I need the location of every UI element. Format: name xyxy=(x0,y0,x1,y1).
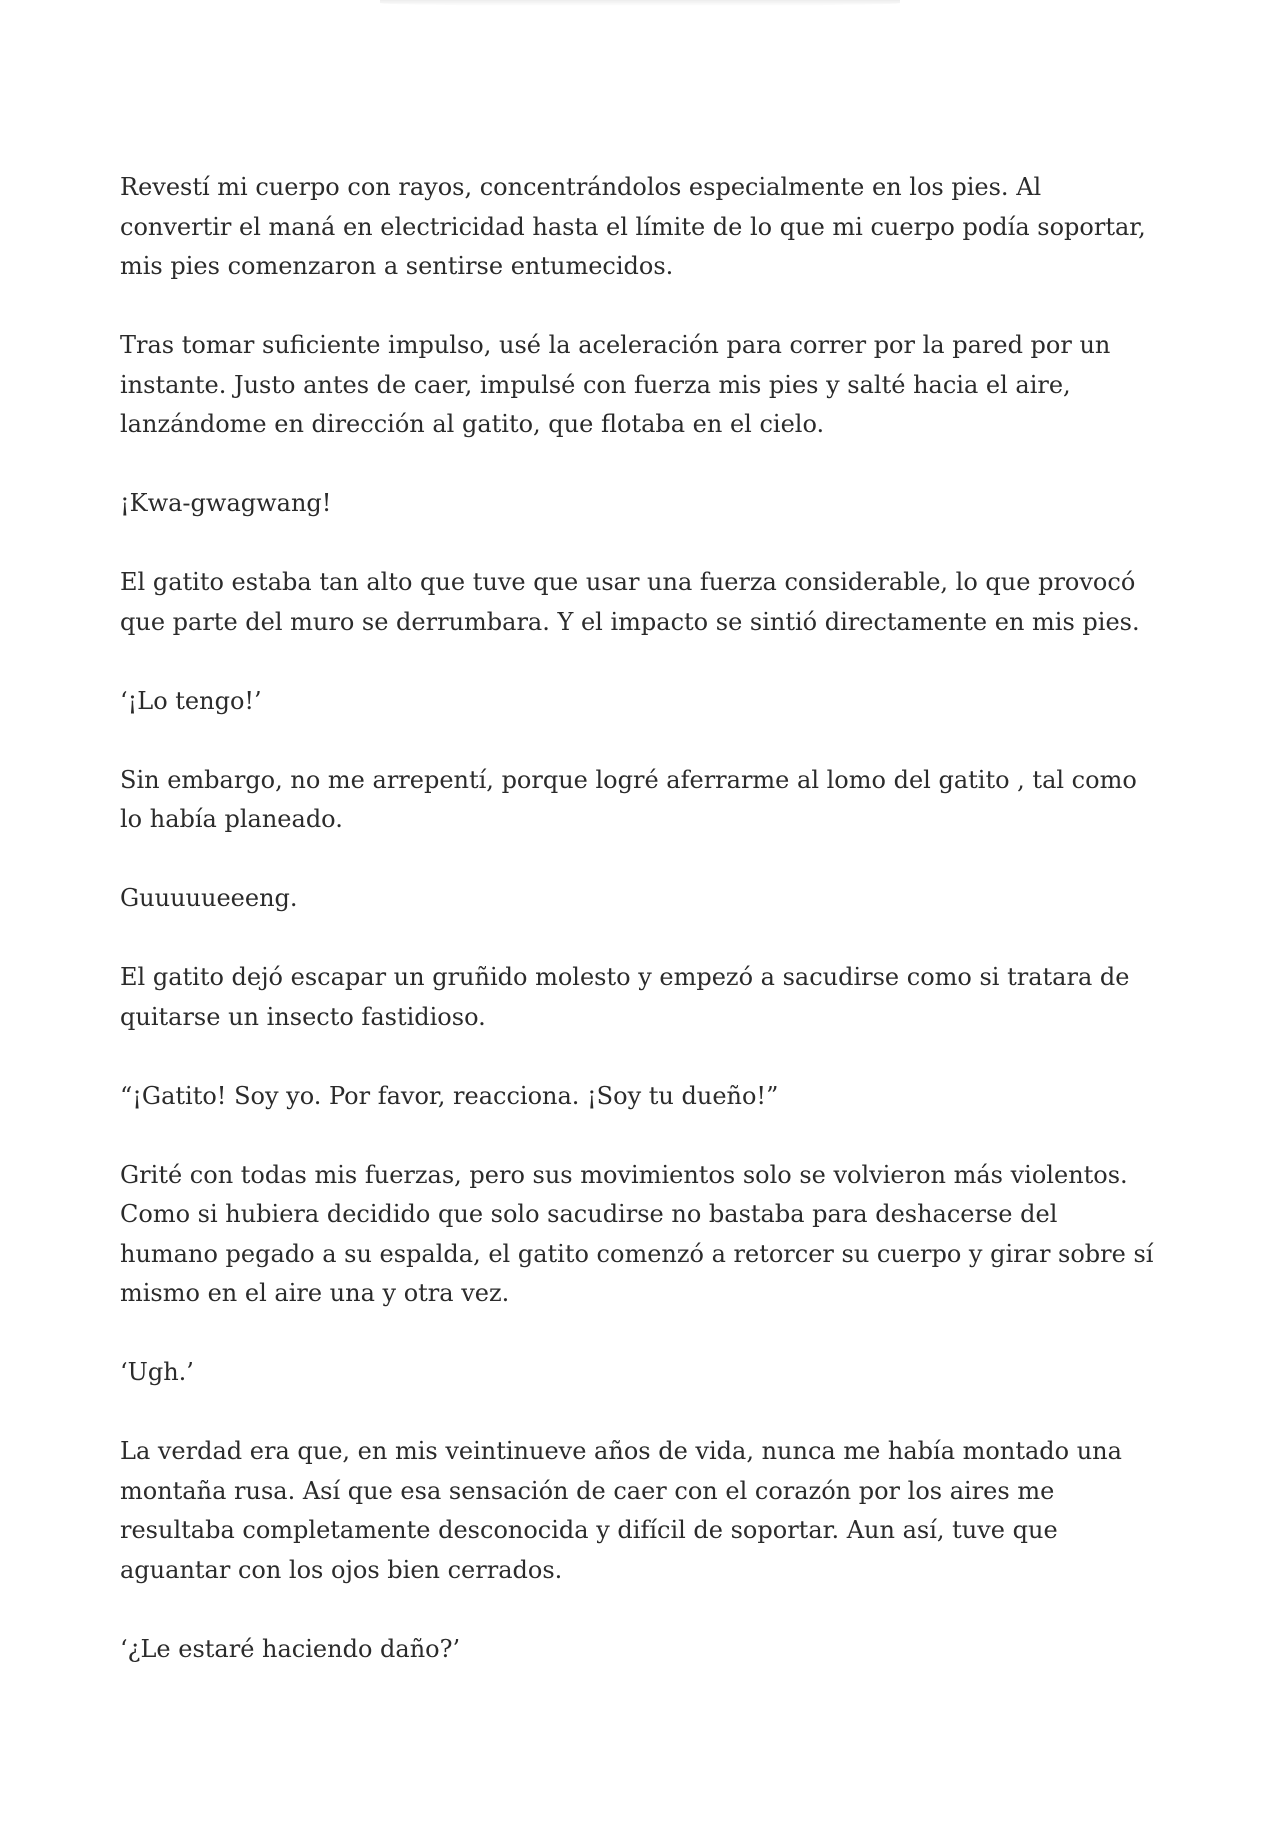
paragraph: Guuuuueeeng. xyxy=(120,884,298,912)
paragraph: “¡Gatito! Soy yo. Por favor, reacciona. ¡Soy tu dueño!” xyxy=(120,1081,779,1110)
page-top-shadow xyxy=(380,0,900,6)
paragraph: Tras tomar suficiente impulso, usé la aceleración para correr por la pared por un instante. Justo antes de caer, impulsé con fuerza mis pies y salté hacia el aire, lanzándome en dirección al gatito, que flotaba en el cielo. xyxy=(120,331,1111,438)
paragraph: Sin embargo, no me arrepentí, porque logré aferrarme al lomo del gatito , tal como lo había planeado. xyxy=(120,765,1137,833)
document-page xyxy=(120,168,1160,1709)
paragraph: ‘Ugh.’ xyxy=(120,1358,194,1386)
paragraph: ‘¡Lo tengo!’ xyxy=(120,686,262,715)
paragraph: ¡Kwa-gwagwang! xyxy=(120,489,332,517)
paragraph: Revestí mi cuerpo con rayos, concentrándolos especialmente en los pies. Al convertir el maná en electricidad hasta el límite de lo que mi cuerpo podía soportar, mis pies comenzaron a sentirse entumecidos. xyxy=(120,173,1146,280)
paragraph: La verdad era que, en mis veintinueve años de vida, nunca me había montado una montaña rusa. Así que esa sensación de caer con el corazón por los aires me resultaba completamente desconocida y difícil de soportar. Aun así, tuve que aguantar con los ojos bien cerrados. xyxy=(120,1437,1122,1584)
paragraph: Grité con todas mis fuerzas, pero sus movimientos solo se volvieron más violentos. Como si hubiera decidido que solo sacudirse no bastaba para deshacerse del humano pegado a su espalda, el gatito comenzó a retorcer su cuerpo y girar sobre sí mismo en el aire una y otra vez. xyxy=(120,1160,1154,1307)
paragraph: ‘¿Le estaré haciendo daño?’ xyxy=(120,1634,461,1663)
paragraph: El gatito estaba tan alto que tuve que usar una fuerza considerable, lo que provocó que parte del muro se derrumbara. Y el impacto se sintió directamente en mis pies. xyxy=(120,568,1140,636)
paragraph: El gatito dejó escapar un gruñido molesto y empezó a sacudirse como si tratara de quitarse un insecto fastidioso. xyxy=(120,963,1130,1031)
